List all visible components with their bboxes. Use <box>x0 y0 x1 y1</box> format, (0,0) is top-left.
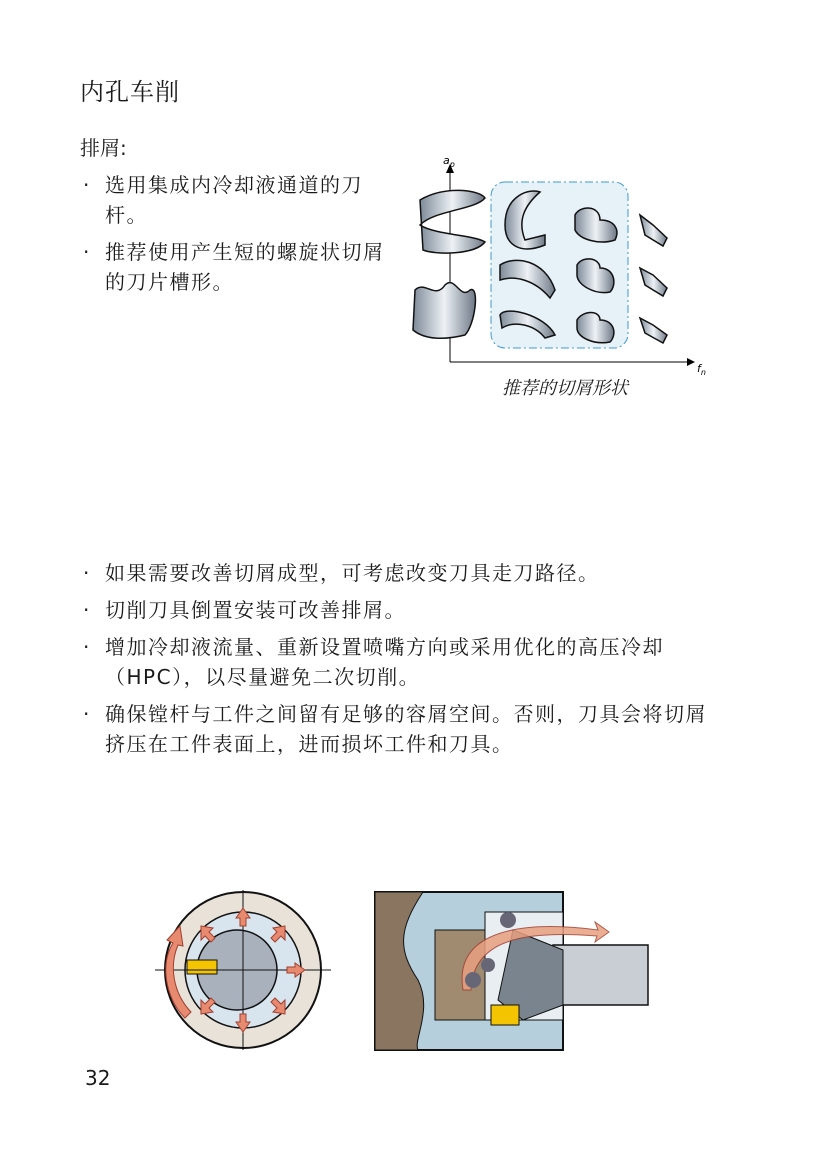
x-axis-label: $f_n$ <box>697 362 706 377</box>
list-item <box>83 170 393 230</box>
bullet-dot: · <box>83 173 91 197</box>
bullet-list-top <box>83 170 393 304</box>
diagram-caption: 推荐的切屑形状 <box>502 378 628 399</box>
bullet-text: 切削刀具倒置安装可改善排屑。 <box>105 598 406 622</box>
page-number: 32 <box>85 1066 111 1090</box>
section-subtitle: 排屑: <box>80 136 127 160</box>
chip-shape-diagram <box>405 150 715 377</box>
page-title: 内孔车削 <box>80 78 180 106</box>
bullet-list-bottom <box>83 558 723 766</box>
list-item <box>83 237 393 297</box>
bullet-dot: · <box>83 702 91 726</box>
boring-bar-illustration <box>373 890 653 1055</box>
bullet-dot: · <box>83 598 91 622</box>
list-item <box>83 558 723 588</box>
coolant-flow-illustration <box>155 888 335 1053</box>
bullet-text: 选用集成内冷却液通道的刀杆。 <box>105 173 363 227</box>
bullet-dot: · <box>83 240 91 264</box>
y-axis-label: $a_p$ <box>443 154 455 169</box>
list-item <box>83 699 723 759</box>
bullet-text: 增加冷却液流量、重新设置喷嘴方向或采用优化的高压冷却（HPC），以尽量避免二次切削。 <box>105 635 664 689</box>
bullet-text: 确保镗杆与工件之间留有足够的容屑空间。否则，刀具会将切屑挤压在工件表面上，进而损坏工件和刀具。 <box>105 702 707 756</box>
bullet-dot: · <box>83 635 91 659</box>
bullet-text: 如果需要改善切屑成型，可考虑改变刀具走刀路径。 <box>105 561 600 585</box>
bullet-dot: · <box>83 561 91 585</box>
list-item <box>83 595 723 625</box>
bullet-text: 推荐使用产生短的螺旋状切屑的刀片槽形。 <box>105 240 385 294</box>
list-item <box>83 632 723 692</box>
